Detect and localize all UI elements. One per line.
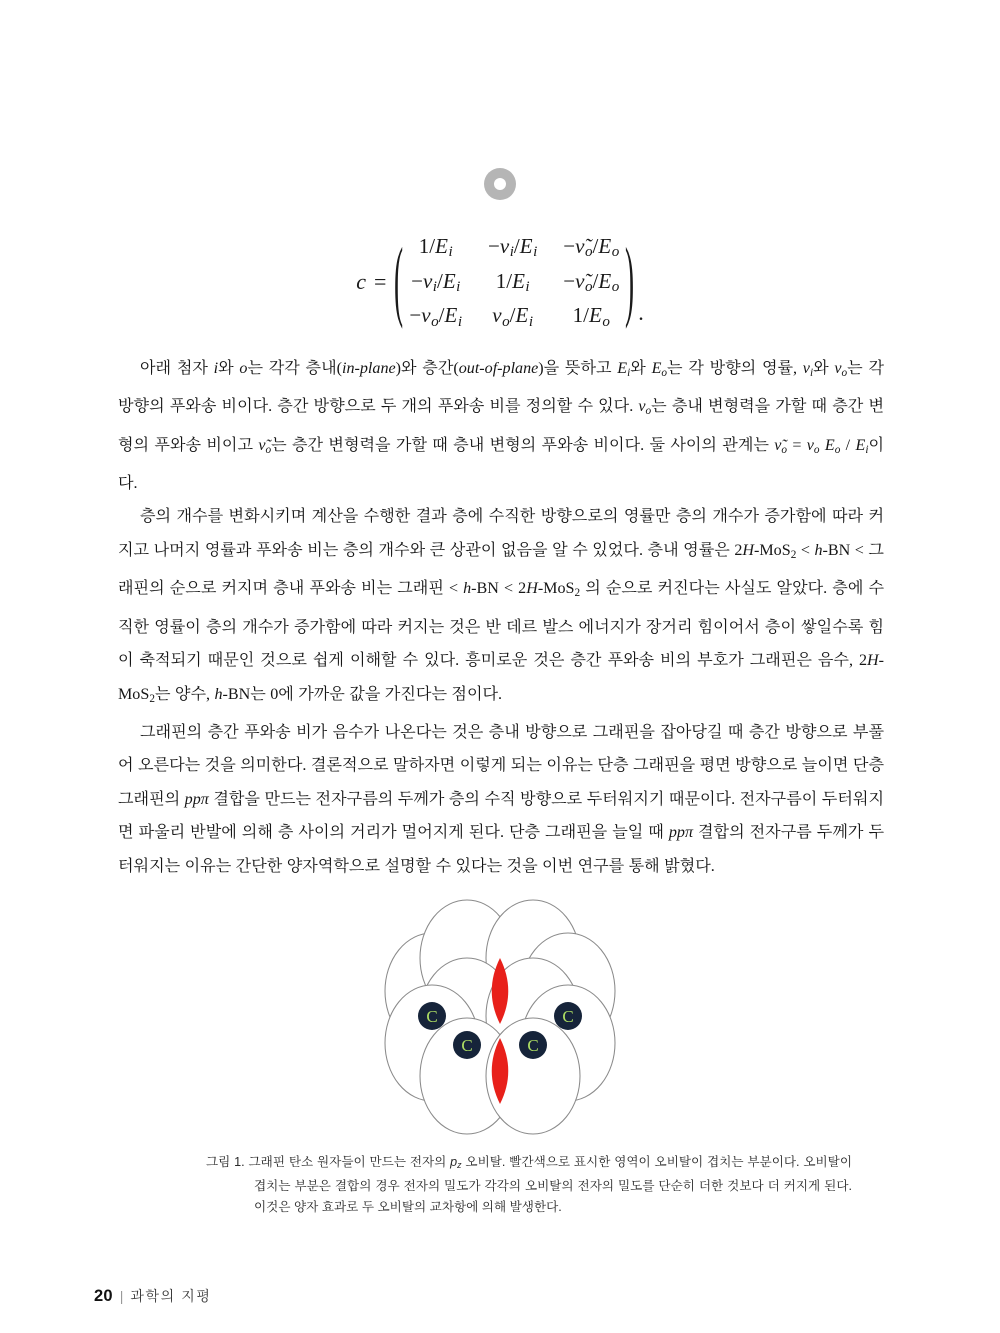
body-text (118, 352, 884, 883)
matrix-cell: −ν̃o/Eo (563, 268, 620, 296)
matrix-cell: −νi/Ei (488, 234, 538, 261)
matrix-cell: 1/Eo (572, 303, 610, 330)
figure-caption (206, 1152, 852, 1218)
carbon-atom-label: C (426, 1007, 438, 1026)
matrix-cell: 1/Ei (418, 234, 453, 261)
matrix-cell: νo/Ei (492, 303, 534, 330)
graphene-pz-orbital-diagram (370, 888, 630, 1146)
carbon-atom (453, 1031, 481, 1059)
carbon-atom (418, 1002, 446, 1030)
matrix-cell: −νi/Ei (411, 268, 461, 296)
equation-inner (356, 232, 644, 332)
equation-lhs: c (356, 269, 366, 295)
matrix-cell: 1/Ei (495, 268, 530, 296)
carbon-atom-label: C (461, 1036, 473, 1055)
ornament-container (0, 168, 1000, 200)
equation-block (0, 232, 1000, 332)
carbon-atom-label: C (527, 1036, 539, 1055)
page-footer (94, 1286, 212, 1306)
equation-period: . (638, 300, 644, 326)
caption-label: 그림 1. (206, 1155, 245, 1169)
ring-ornament-icon (484, 168, 516, 200)
carbon-atom (519, 1031, 547, 1059)
matrix-grid (409, 232, 619, 332)
footer-page-number: 20 (94, 1287, 113, 1305)
matrix-cell: −ν̃o/Eo (563, 234, 620, 261)
matrix-cell: −νo/Ei (409, 303, 463, 330)
carbon-atom (554, 1002, 582, 1030)
carbon-atom-label: C (562, 1007, 574, 1026)
caption-text: 그래핀 탄소 원자들이 만드는 전자의 $p_z$ 오비탈. 빨간색으로 표시한 영역이 오비탈이 겹치는 부분이다. 오비탈이 겹치는 부분은 결합의 경우 전자의 밀도가 각각의 오비탈의 전자의 밀도를 단순히 더한 것보다 더 커지게 된다. 이것은 양자 효과로 두 오비탈의 교차항에 의해 발생한다. (248, 1155, 853, 1215)
matrix-paren-left: ( (394, 230, 404, 331)
equation-equals: = (374, 269, 387, 295)
figure-container (0, 888, 1000, 1146)
paragraph: 층의 개수를 변화시키며 계산을 수행한 결과 층에 수직한 방향으로의 영률만 층의 개수가 증가함에 따라 커지고 나머지 영률과 푸와송 비는 층의 개수와 큰 상관이 없음을 알 수 있었다. 층내 영률은 2H-MoS$_2$ < h-BN < 그래핀의 순으로 커지며 층내 푸와송 비는 그래핀 < h-BN < 2H-MoS$_2$ 의 순으로 커진다는 사실도 알았다. 층에 수직한 영률이 층의 개수가 증가함에 따라 커지는 것은 반 데르 발스 에너지가 장거리 힘이어서 층이 쌓일수록 힘이 축적되기 때문인 것으로 쉽게 이해할 수 있다. 흥미로운 것은 층간 푸와송 비의 부호가 그래핀은 음수, 2H-MoS$_2$는 양수, h-BN는 0에 가까운 값을 가진다는 점이다. (118, 508, 885, 705)
matrix-paren-right: ) (625, 230, 635, 331)
footer-separator: | (119, 1288, 124, 1304)
caption-lines (206, 1152, 852, 1218)
paragraph: 아래 첨자 i와 o는 각각 층내(in-plane)와 층간(out-of-plane)을 뜻하고 $E_i$와 $E_o$는 각 방향의 영률, $\nu_i$와 $\nu_o$는 각 방향의 푸와송 비이다. 층간 방향으로 두 개의 푸와송 비를 정의할 수 있다. $\nu_o$는 층내 변형력을 가할 때 층간 변형의 푸와송 비이고 $\nũ_o$는 층간 변형력을 가할 때 층내 변형의 푸와송 비이다. 둘 사이의 관계는 $\nũ_o = \nu_o$ $E_o / E_i$이다. (118, 360, 884, 492)
footer-publication-title: 과학의 지평 (130, 1288, 212, 1304)
paragraph: 그래핀의 층간 푸와송 비가 음수가 나온다는 것은 층내 방향으로 그래핀을 잡아당길 때 층간 방향으로 부풀어 오른다는 것을 의미한다. 결론적으로 말하자면 이렇게 되는 이유는 단층 그래핀을 평면 방향으로 늘이면 단층 그래핀의 ppπ 결합을 만드는 전자구름의 두께가 층의 수직 방향으로 두터워지기 때문이다. 전자구름이 두터워지면 파울리 반발에 의해 층 사이의 거리가 멀어지게 된다. 단층 그래핀을 늘일 때 ppπ 결합의 전자구름 두께가 두터워지는 이유는 간단한 양자역학으로 설명할 수 있다는 것을 이번 연구를 통해 밝혔다. (118, 723, 884, 875)
